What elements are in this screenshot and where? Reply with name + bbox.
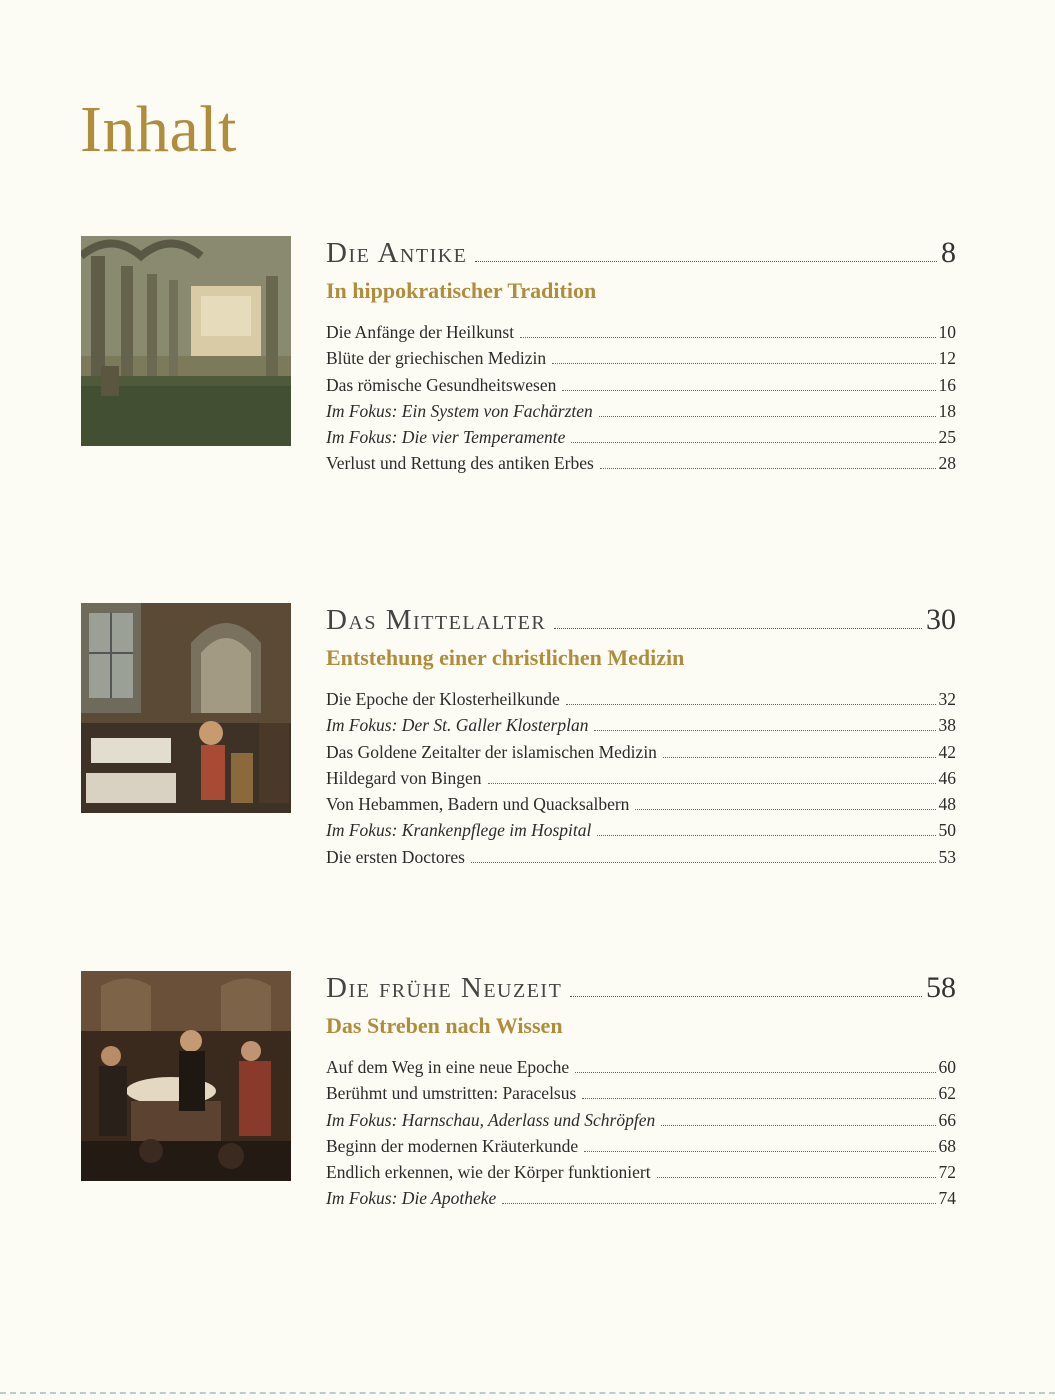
dot-leader bbox=[502, 1203, 935, 1204]
entry-title: Im Fokus: Harnschau, Aderlass und Schröpfen bbox=[326, 1109, 656, 1130]
dot-leader bbox=[582, 1098, 935, 1099]
dot-leader bbox=[584, 1151, 935, 1152]
dot-leader bbox=[594, 730, 935, 731]
entry-title: Im Fokus: Der St. Galler Klosterplan bbox=[326, 715, 589, 736]
toc-entry[interactable] bbox=[326, 847, 956, 873]
entry-page: 25 bbox=[938, 427, 956, 448]
chapter-subtitle: In hippokratischer Tradition bbox=[326, 278, 597, 303]
toc-entry[interactable] bbox=[326, 375, 956, 401]
entry-page: 48 bbox=[938, 794, 956, 815]
chapter-subtitle: Das Streben nach Wissen bbox=[326, 1013, 563, 1038]
chapter-subtitle: Entstehung einer christlichen Medizin bbox=[326, 645, 685, 670]
toc-entry-focus[interactable] bbox=[326, 715, 956, 741]
anatomy-lecture-painting bbox=[81, 971, 291, 1181]
page-title: Inhalt bbox=[80, 93, 237, 166]
dot-leader bbox=[571, 442, 935, 443]
dot-leader bbox=[635, 809, 935, 810]
toc-entries bbox=[326, 322, 956, 480]
entry-title: Hildegard von Bingen bbox=[326, 767, 482, 788]
toc-entry[interactable] bbox=[326, 453, 956, 479]
toc-entry[interactable] bbox=[326, 794, 956, 820]
toc-entry[interactable] bbox=[326, 1083, 956, 1109]
toc-entry[interactable] bbox=[326, 742, 956, 768]
entry-page: 10 bbox=[938, 322, 956, 342]
dot-leader bbox=[570, 996, 922, 997]
dot-leader bbox=[520, 337, 935, 338]
entry-page: 42 bbox=[938, 741, 956, 762]
entry-title: Das Goldene Zeitalter der islamischen Medizin bbox=[326, 741, 657, 762]
hospital-painting bbox=[81, 603, 291, 813]
entry-title: Blüte der griechischen Medizin bbox=[326, 348, 547, 369]
entry-title: Die Anfänge der Heilkunst bbox=[326, 322, 515, 342]
chapter-page-number: 8 bbox=[941, 236, 956, 269]
toc-entry[interactable] bbox=[326, 768, 956, 794]
chapter-body bbox=[326, 603, 956, 873]
entry-title: Im Fokus: Die Apotheke bbox=[326, 1188, 497, 1209]
chapter-page-number: 30 bbox=[926, 603, 956, 636]
entry-page: 50 bbox=[938, 820, 956, 841]
dot-leader bbox=[657, 1177, 936, 1178]
chapter-heading[interactable] bbox=[326, 236, 956, 272]
chapter-body bbox=[326, 236, 956, 480]
entry-title: Das römische Gesundheitswesen bbox=[326, 374, 557, 395]
entry-title: Im Fokus: Ein System von Fachärzten bbox=[326, 400, 593, 421]
dot-leader bbox=[600, 468, 936, 469]
dot-leader bbox=[663, 757, 936, 758]
toc-entry-focus[interactable] bbox=[326, 401, 956, 427]
colonnade-painting bbox=[81, 236, 291, 446]
toc-entries bbox=[326, 689, 956, 873]
chapter-page-number: 58 bbox=[926, 971, 956, 1004]
chapter-image-mittelalter bbox=[81, 603, 291, 813]
entry-title: Die ersten Doctores bbox=[326, 846, 465, 867]
entry-page: 12 bbox=[938, 348, 956, 369]
dot-leader bbox=[566, 704, 936, 705]
entry-title: Von Hebammen, Badern und Quacksalbern bbox=[326, 794, 630, 815]
entry-title: Verlust und Rettung des antiken Erbes bbox=[326, 453, 594, 474]
toc-entry-focus[interactable] bbox=[326, 820, 956, 846]
entry-page: 16 bbox=[938, 374, 956, 395]
chapter-title: Die frühe Neuzeit bbox=[326, 972, 563, 1004]
entry-page: 32 bbox=[938, 689, 956, 709]
entry-page: 60 bbox=[938, 1057, 956, 1077]
entry-page: 53 bbox=[938, 846, 956, 867]
toc-entry[interactable] bbox=[326, 322, 956, 348]
dot-leader bbox=[554, 628, 922, 629]
toc-entry[interactable] bbox=[326, 1162, 956, 1188]
chapter-image-neuzeit bbox=[81, 971, 291, 1181]
chapter-title: Das Mittelalter bbox=[326, 604, 547, 636]
entry-page: 18 bbox=[938, 400, 956, 421]
entry-title: Im Fokus: Die vier Temperamente bbox=[326, 427, 566, 448]
entry-page: 74 bbox=[938, 1188, 956, 1209]
toc-entry[interactable] bbox=[326, 1057, 956, 1083]
toc-entry[interactable] bbox=[326, 689, 956, 715]
entry-page: 46 bbox=[938, 767, 956, 788]
dot-leader bbox=[661, 1125, 935, 1126]
toc-entries bbox=[326, 1057, 956, 1215]
entry-title: Beginn der modernen Kräuterkunde bbox=[326, 1135, 579, 1156]
dot-leader bbox=[552, 363, 935, 364]
chapter-image-antike bbox=[81, 236, 291, 446]
dot-leader bbox=[475, 261, 937, 262]
entry-page: 66 bbox=[938, 1109, 956, 1130]
chapter-title: Die Antike bbox=[326, 237, 468, 269]
dot-leader bbox=[597, 835, 935, 836]
dot-leader bbox=[562, 390, 935, 391]
page-edge-divider bbox=[0, 1392, 1055, 1394]
toc-entry-focus[interactable] bbox=[326, 1110, 956, 1136]
entry-page: 62 bbox=[938, 1083, 956, 1104]
chapter-heading[interactable] bbox=[326, 971, 956, 1007]
entry-title: Die Epoche der Klosterheilkunde bbox=[326, 689, 560, 709]
entry-title: Berühmt und umstritten: Paracelsus bbox=[326, 1083, 577, 1104]
chapter-heading[interactable] bbox=[326, 603, 956, 639]
dot-leader bbox=[599, 416, 936, 417]
entry-title: Im Fokus: Krankenpflege im Hospital bbox=[326, 820, 592, 841]
dot-leader bbox=[575, 1072, 935, 1073]
entry-title: Endlich erkennen, wie der Körper funktioniert bbox=[326, 1162, 651, 1183]
chapter-body bbox=[326, 971, 956, 1215]
entry-title: Auf dem Weg in eine neue Epoche bbox=[326, 1057, 570, 1077]
dot-leader bbox=[471, 862, 936, 863]
toc-entry[interactable] bbox=[326, 1136, 956, 1162]
entry-page: 68 bbox=[938, 1135, 956, 1156]
toc-entry-focus[interactable] bbox=[326, 1188, 956, 1214]
entry-page: 38 bbox=[938, 715, 956, 736]
toc-entry[interactable] bbox=[326, 348, 956, 374]
entry-page: 72 bbox=[938, 1162, 956, 1183]
toc-entry-focus[interactable] bbox=[326, 427, 956, 453]
entry-page: 28 bbox=[938, 453, 956, 474]
dot-leader bbox=[488, 783, 936, 784]
